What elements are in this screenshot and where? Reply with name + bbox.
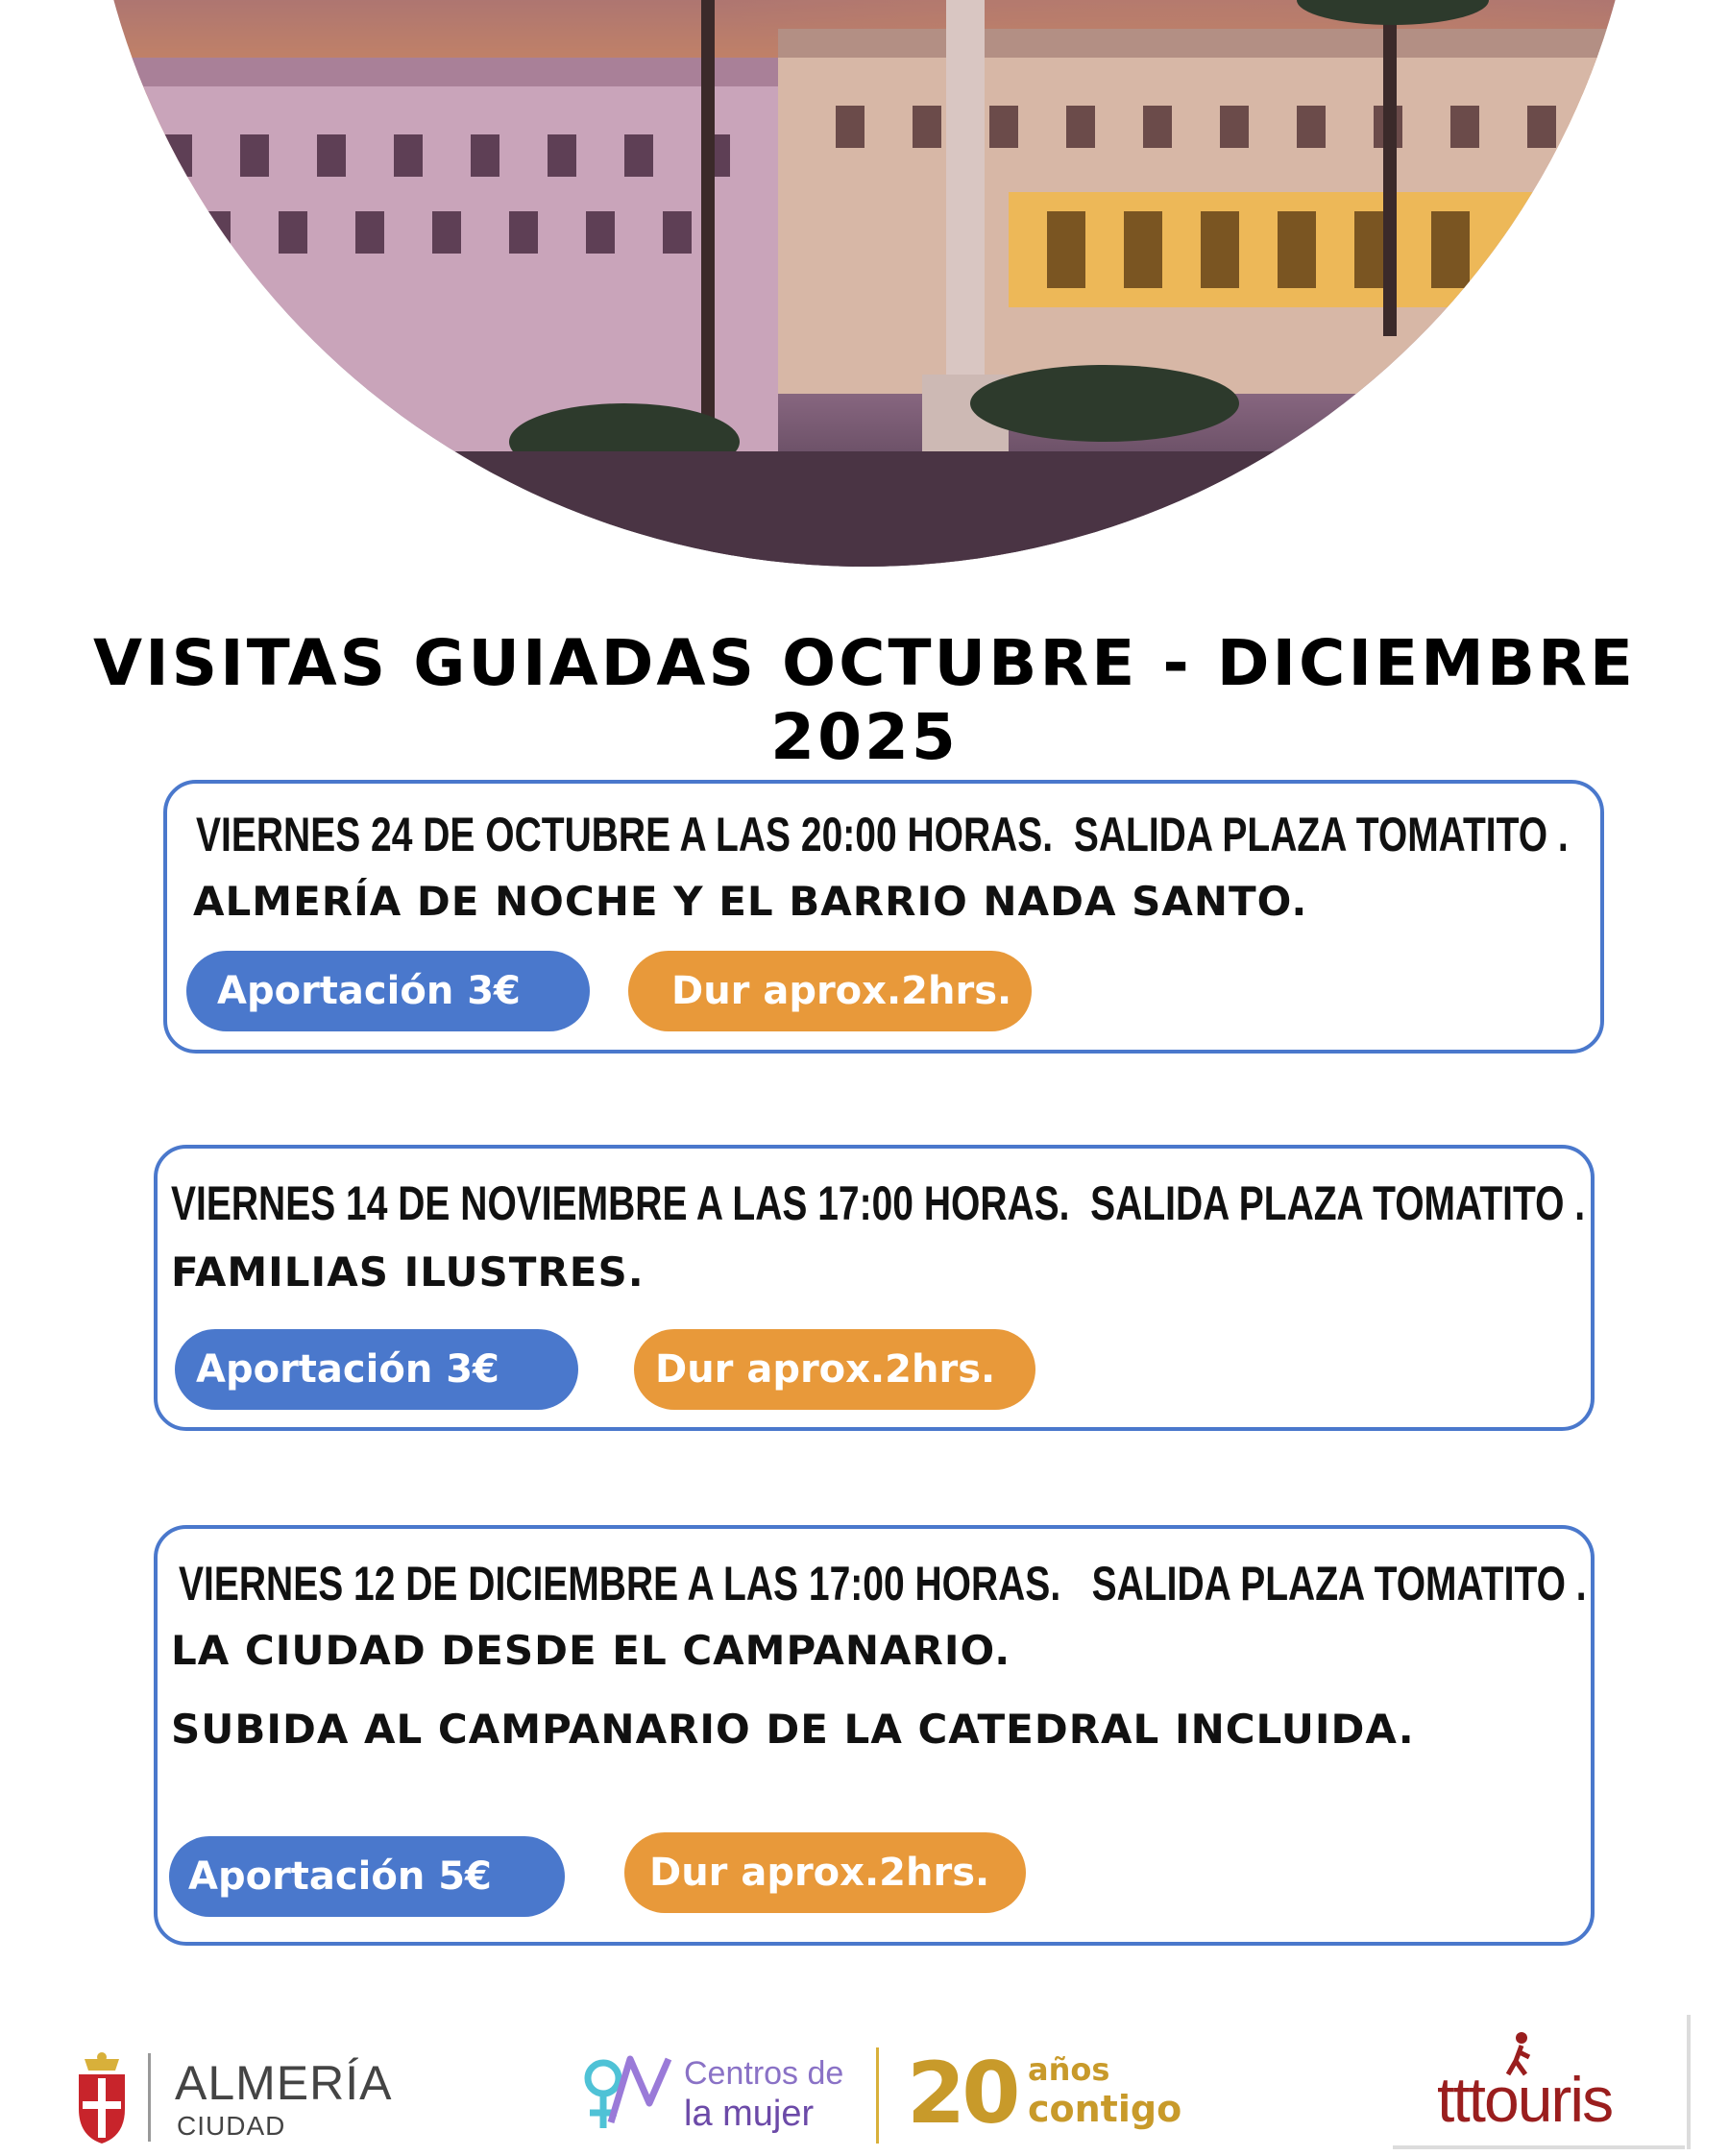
almeria-sub: CIUDAD xyxy=(177,2111,286,2141)
coat-of-arms-icon xyxy=(73,2051,131,2147)
price-label: Aportación 3€ xyxy=(217,969,521,1013)
page-title: VISITAS GUIADAS OCTUBRE - DICIEMBRE 2025 xyxy=(92,626,1637,774)
centros-symbol-icon xyxy=(576,2046,678,2142)
duration-badge xyxy=(624,1832,1026,1913)
event-title: FAMILIAS ILUSTRES. xyxy=(171,1248,645,1296)
duration-label: Dur aprox.2hrs. xyxy=(671,969,1012,1013)
price-label: Aportación 3€ xyxy=(196,1347,499,1392)
logo-edge xyxy=(1687,2015,1691,2149)
logo-divider xyxy=(148,2053,151,2142)
price-label: Aportación 5€ xyxy=(188,1854,492,1899)
event-heading: VIERNES 14 DE NOVIEMBRE A LAS 17:00 HORAS. SALIDA PLAZA TOMATITO . xyxy=(171,1176,1586,1230)
event-heading: VIERNES 24 DE OCTUBRE A LAS 20:00 HORAS. SALIDA PLAZA TOMATITO . xyxy=(196,808,1569,861)
anniversary-line1: años xyxy=(1028,2051,1110,2088)
centros-mujer-logo xyxy=(576,2042,1191,2152)
duration-label: Dur aprox.2hrs. xyxy=(655,1347,996,1392)
tttouris-logo xyxy=(1383,2015,1691,2149)
event-card xyxy=(154,1145,1595,1431)
almeria-ciudad-logo xyxy=(73,2051,419,2147)
touris-wordmark: tttouris xyxy=(1437,2064,1613,2135)
almeria-name: ALMERÍA xyxy=(175,2056,393,2110)
hero-photo-plaza xyxy=(86,0,1643,567)
centros-line1: Centros de xyxy=(684,2055,844,2092)
event-note: SUBIDA AL CAMPANARIO DE LA CATEDRAL INCLUIDA. xyxy=(171,1706,1415,1753)
event-heading: VIERNES 12 DE DICIEMBRE A LAS 17:00 HORAS. SALIDA PLAZA TOMATITO . xyxy=(179,1557,1587,1611)
duration-badge xyxy=(628,951,1032,1031)
event-card xyxy=(163,780,1604,1054)
duration-badge xyxy=(634,1329,1035,1410)
price-badge xyxy=(169,1836,565,1917)
event-title: LA CIUDAD DESDE EL CAMPANARIO. xyxy=(171,1627,1011,1674)
logo-divider xyxy=(876,2047,879,2144)
anniversary-line2: contigo xyxy=(1028,2088,1182,2130)
event-title: ALMERÍA DE NOCHE Y EL BARRIO NADA SANTO. xyxy=(193,878,1308,925)
plaza-illustration xyxy=(86,0,1643,567)
centros-line2: la mujer xyxy=(684,2094,815,2134)
anniversary-number: 20 xyxy=(907,2044,1017,2143)
logo-edge xyxy=(1393,2145,1685,2149)
price-badge xyxy=(175,1329,578,1410)
duration-label: Dur aprox.2hrs. xyxy=(649,1851,990,1895)
event-card xyxy=(154,1525,1595,1946)
price-badge xyxy=(186,951,590,1031)
